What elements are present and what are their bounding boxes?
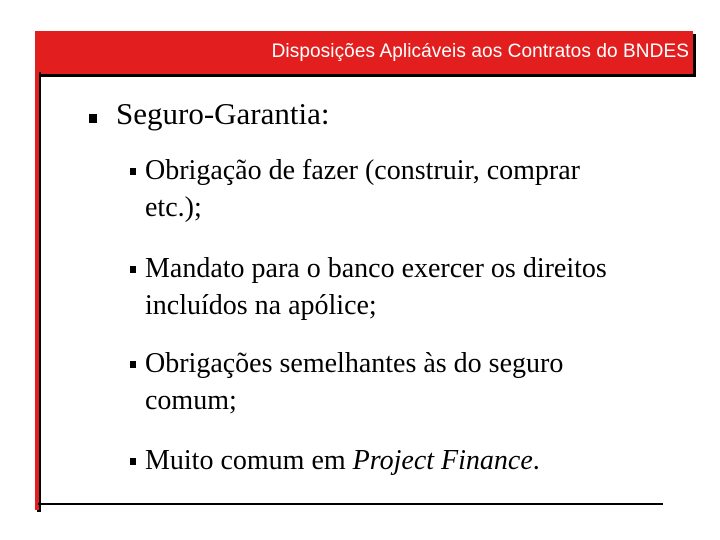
list-item-text (145, 250, 607, 324)
list-item-text (145, 442, 540, 479)
list-item-line: etc.); (145, 192, 202, 223)
list-item-prefix: Muito comum em (145, 445, 353, 476)
square-bullet-icon (130, 266, 136, 273)
square-bullet-icon (130, 458, 136, 465)
list-item-line: Obrigação de fazer (construir, comprar (145, 155, 580, 186)
list-item-line: comum; (145, 385, 237, 416)
left-accent-bar (35, 72, 39, 510)
square-bullet-icon (130, 361, 136, 368)
list-item-text (145, 152, 580, 226)
list-item-line: Mandato para o banco exercer os direitos (145, 253, 607, 284)
list-item-text (145, 345, 563, 419)
list-item-line: Obrigações semelhantes às do seguro (145, 348, 564, 379)
list-item-emphasis: Project Finance (352, 445, 533, 476)
list-item-line: incluídos na apólice; (145, 290, 377, 321)
title-bar (35, 31, 693, 74)
list-item-suffix: . (532, 445, 540, 476)
square-bullet-icon (89, 114, 97, 123)
main-bullet-text: Seguro-Garantia: (116, 96, 330, 131)
square-bullet-icon (130, 168, 136, 175)
bottom-rule (38, 503, 663, 505)
list-item-line (145, 445, 540, 476)
page-title: Disposições Aplicáveis aos Contratos do BNDES (271, 41, 689, 62)
